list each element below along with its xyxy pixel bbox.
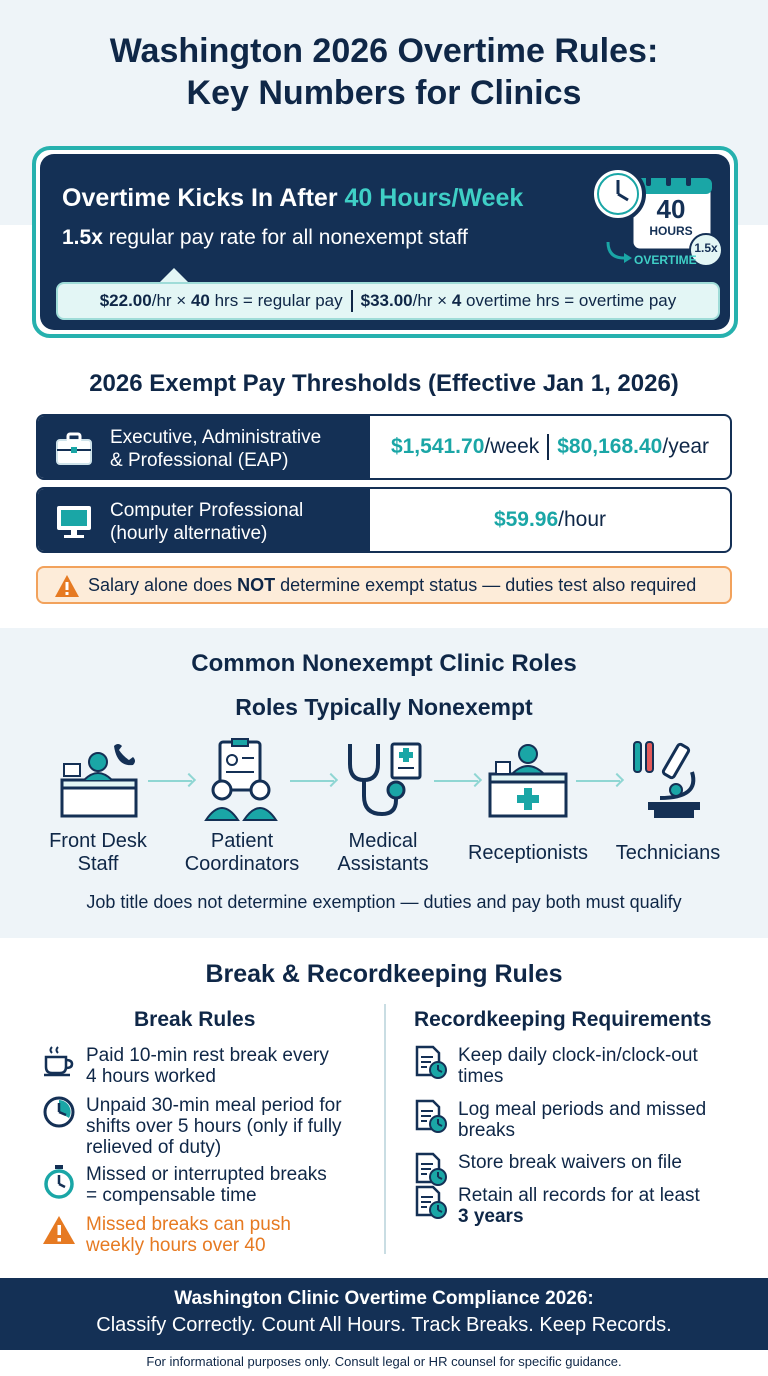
role-patient-coordinators: Patient Coordinators: [184, 830, 300, 875]
title-line-1: Washington 2026 Overtime Rules:: [109, 32, 659, 70]
briefcase-icon: [54, 430, 94, 466]
formula-separator: [351, 290, 353, 312]
threshold-row-eap: [36, 414, 732, 480]
break-item-rest: Paid 10-min rest break every 4 hours worked: [86, 1045, 376, 1087]
roles-title: Common Nonexempt Clinic Roles: [191, 650, 577, 677]
footer-banner: [0, 1278, 768, 1350]
record-item-waivers: Store break waivers on file: [458, 1152, 748, 1173]
patient-coordinator-icon: [200, 738, 284, 822]
badge-number: 40: [656, 194, 686, 224]
overtime-card-inner: [40, 154, 730, 330]
overtime-rate-text: 1.5x regular pay rate for all nonexempt staff: [62, 226, 468, 249]
record-item-clock: Keep daily clock-in/clock-out times: [458, 1045, 748, 1087]
break-item-warning: Missed breaks can push weekly hours over 40: [86, 1214, 376, 1256]
thresholds-title: 2026 Exempt Pay Thresholds (Effective Jan 1, 2026): [89, 370, 679, 397]
footer-line-1: Washington Clinic Overtime Compliance 2026:: [174, 1288, 594, 1309]
clock-icon: [42, 1095, 76, 1129]
overtime-formula: [56, 282, 720, 320]
page-title: [0, 30, 768, 114]
computer-monitor-icon: [54, 503, 94, 541]
coffee-cup-icon: [42, 1045, 76, 1077]
exempt-warning: Salary alone does NOT determine exempt status — duties test also required: [36, 566, 732, 604]
warning-icon: [42, 1214, 76, 1246]
warning-icon: [54, 574, 80, 598]
badge-overtime-label: OVERTIME: [634, 253, 697, 267]
break-item-missed: Missed or interrupted breaks = compensable time: [86, 1164, 376, 1206]
formula-overtime: $33.00/hr × 4 overtime hrs = overtime pay: [360, 291, 677, 310]
document-clock-icon: [414, 1099, 448, 1133]
threshold-row-computer: [36, 487, 732, 553]
threshold-label-computer: Computer Professional (hourly alternative): [38, 489, 370, 551]
badge-multiplier: 1.5x: [694, 241, 718, 255]
badge-unit: HOURS: [649, 224, 693, 238]
threshold-label-eap: Executive, Administrative & Professional (EAP): [38, 416, 370, 478]
recordkeeping-title: Recordkeeping Requirements: [414, 1008, 712, 1031]
receptionist-icon: [488, 740, 568, 820]
breaks-title: Break & Recordkeeping Rules: [205, 960, 563, 988]
overtime-hours-highlight: 40 Hours/Week: [344, 184, 524, 212]
threshold-value-computer: $59.96/hour: [493, 508, 607, 531]
formula-regular: $22.00/hr × 40 hrs = regular pay: [99, 291, 343, 310]
break-item-meal: Unpaid 30-min meal period for shifts over 5 hours (only if fully relieved of duty): [86, 1095, 376, 1158]
role-technicians: Technicians: [615, 842, 721, 864]
disclaimer: For informational purposes only. Consult legal or HR counsel for specific guidance.: [146, 1354, 622, 1369]
document-clock-icon: [414, 1152, 448, 1186]
role-arrow-4: [576, 780, 620, 782]
title-line-2: Key Numbers for Clinics: [186, 74, 582, 112]
footer-line-2: Classify Correctly. Count All Hours. Track Breaks. Keep Records.: [96, 1314, 672, 1336]
role-receptionists: Receptionists: [467, 842, 589, 864]
threshold-value-eap: $1,541.70/week $80,168.40/year: [390, 435, 710, 458]
column-divider: [384, 1004, 386, 1254]
role-medical-assistants: Medical Assistants: [337, 830, 429, 875]
overtime-card: [32, 146, 738, 338]
stopwatch-icon: [42, 1164, 76, 1200]
role-arrow-2: [290, 780, 334, 782]
microscope-icon: [630, 738, 706, 822]
stethoscope-icon: [342, 738, 426, 822]
role-front-desk: Front Desk Staff: [49, 830, 147, 875]
roles-subtitle: Roles Typically Nonexempt: [235, 694, 533, 720]
roles-note: Job title does not determine exemption — duties and pay both must qualify: [86, 892, 682, 912]
overtime-headline: Overtime Kicks In After 40 Hours/Week: [62, 184, 524, 212]
record-item-retain: Retain all records for at least 3 years: [458, 1185, 748, 1227]
front-desk-icon: [58, 740, 140, 820]
break-rules-title: Break Rules: [134, 1008, 256, 1031]
record-item-meal: Log meal periods and missed breaks: [458, 1099, 748, 1141]
document-clock-icon: [414, 1185, 448, 1219]
document-clock-icon: [414, 1045, 448, 1079]
role-arrow-1: [148, 780, 192, 782]
role-arrow-3: [434, 780, 478, 782]
